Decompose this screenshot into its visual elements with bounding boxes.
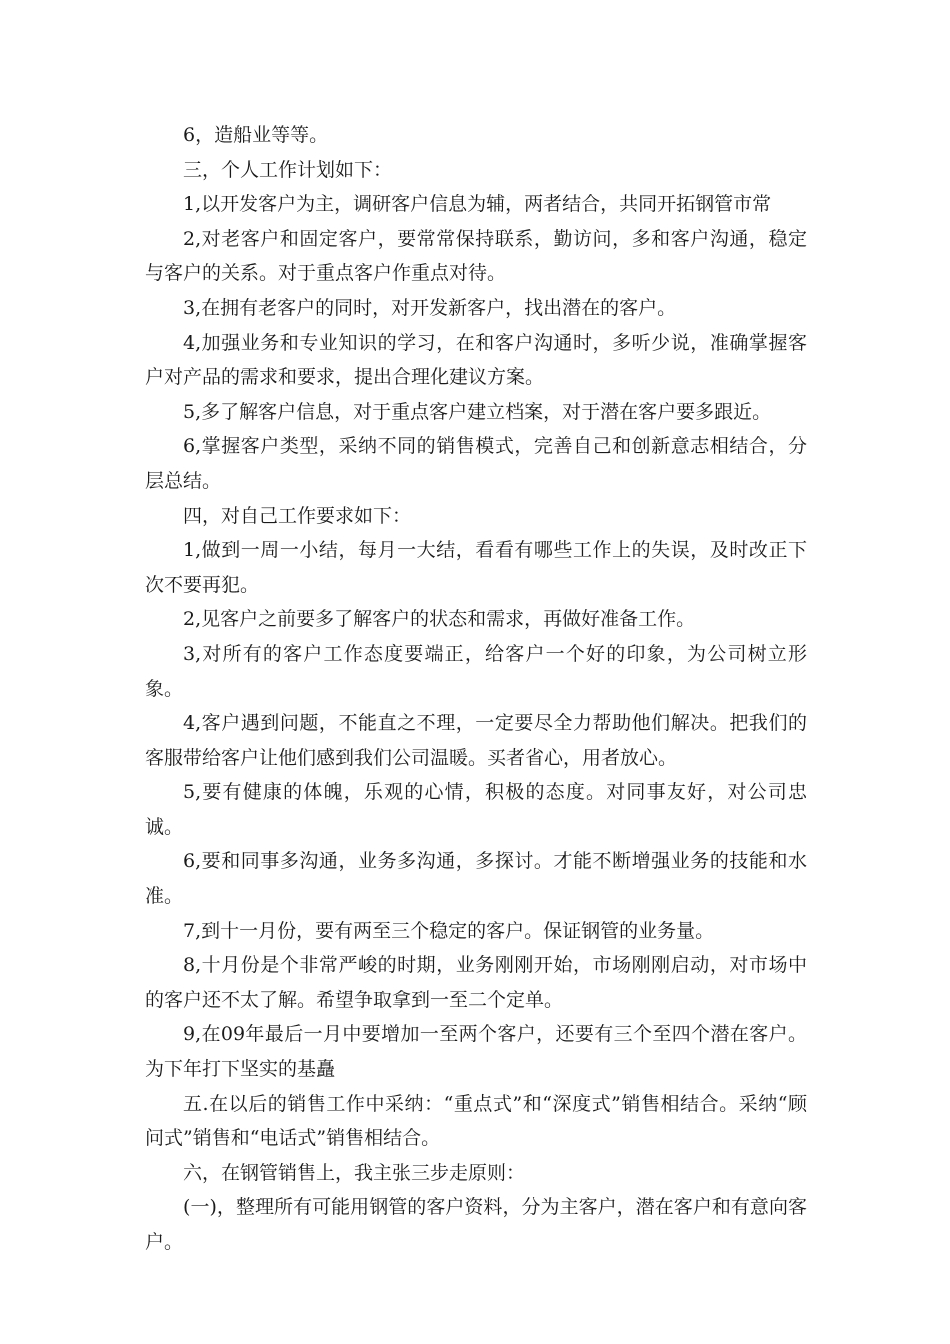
document-body: [145, 118, 807, 1260]
requirement-item-7: 7,到十一月份，要有两至三个稳定的客户。保证钢管的业务量。: [183, 919, 715, 942]
step-item-1: (一)，整理所有可能用钢管的客户资料，分为主客户，潜在客户和有意向客户。: [145, 1196, 807, 1253]
plan-item-6: 6,掌握客户类型，采纳不同的销售模式，完善自己和创新意志相结合，分层总结。: [145, 435, 807, 492]
plan-item-4: 4,加强业务和专业知识的学习，在和客户沟通时，多听少说，准确掌握客户对产品的需求和要求，提出合理化建议方案。: [145, 331, 807, 389]
plan-item-1: 1,以开发客户为主，调研客户信息为辅，两者结合，共同开拓钢管市常: [183, 193, 772, 216]
requirement-item-3: 3,对所有的客户工作态度要端正，给客户一个好的印象，为公司树立形象。: [145, 642, 807, 700]
section-heading-sales-approach: 五.在以后的销售工作中采纳：“重点式”和“深度式”销售相结合。采纳“顾问式”销售和“电话式”销售相结合。: [145, 1092, 807, 1150]
requirement-item-8: 8,十月份是个非常严峻的时期，业务刚刚开始，市场刚刚启动，对市场中的客户还不太了解。希望争取拿到一至二个定单。: [145, 954, 807, 1011]
requirement-item-9: 9,在09年最后一月中要增加一至两个客户，还要有三个至四个潜在客户。为下年打下坚实的基矗: [145, 1023, 807, 1081]
plan-item-3: 3,在拥有老客户的同时，对开发新客户，找出潜在的客户。: [183, 296, 677, 319]
plan-item-5: 5,多了解客户信息，对于重点客户建立档案，对于潜在客户要多跟近。: [183, 400, 772, 423]
requirement-item-6: 6,要和同事多沟通，业务多沟通，多探讨。才能不断增强业务的技能和水准。: [145, 850, 807, 908]
requirement-item-5: 5,要有健康的体魄，乐观的心情，积极的态度。对同事友好，对公司忠诚。: [145, 781, 807, 838]
section-heading-self-requirements: 四，对自己工作要求如下：: [183, 504, 412, 527]
section-heading-three-step-principle: 六，在钢管销售上，我主张三步走原则：: [183, 1161, 526, 1184]
requirement-item-1: 1,做到一周一小结，每月一大结，看看有哪些工作上的失误，及时改正下次不要再犯。: [145, 539, 807, 596]
plan-item-2: 2,对老客户和固定客户，要常常保持联系，勤访问，多和客户沟通，稳定与客户的关系。对于重点客户作重点对待。: [145, 227, 807, 285]
section-heading-personal-plan: 三，个人工作计划如下：: [183, 158, 393, 181]
requirement-item-4: 4,客户遇到问题，不能直之不理，一定要尽全力帮助他们解决。把我们的客服带给客户让他们感到我们公司温暖。买者省心，用者放心。: [145, 712, 807, 769]
paragraph-item-6-shipbuilding: 6，造船业等等。: [183, 124, 329, 146]
requirement-item-2: 2,见客户之前要多了解客户的状态和需求，再做好准备工作。: [183, 608, 696, 631]
